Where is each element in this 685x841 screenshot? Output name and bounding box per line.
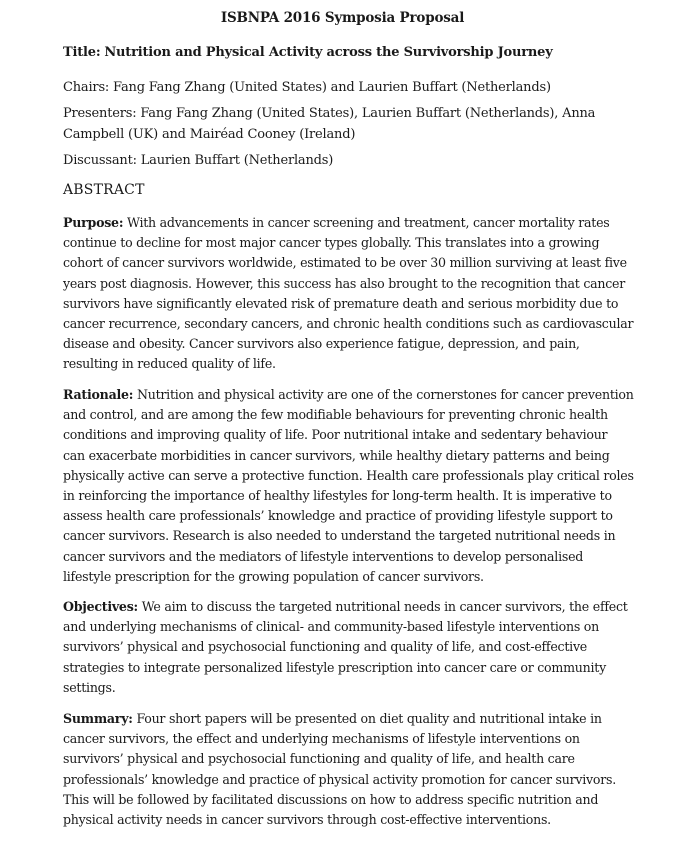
objectives-line: strategies to integrate personalized lifestyle prescription into cancer care or community [63,659,606,675]
rationale-paragraph [63,385,643,587]
discussant-field [63,150,643,171]
rationale-line: physically active can serve a protective function. Health care professionals play critical roles [63,467,634,483]
purpose-line: resulting in reduced quality of life. [63,356,276,372]
chairs-value: Fang Fang Zhang (United States) and Laurien Buffart (Netherlands) [113,80,551,95]
document-title: ISBNPA 2016 Symposia Proposal [220,10,465,26]
summary-line: survivors’ physical and psychosocial functioning and quality of life, and health care [63,751,575,767]
rationale-line: can exacerbate morbidities in cancer survivors, while healthy dietary patterns and being [63,447,610,463]
objectives-paragraph [63,597,643,698]
purpose-line: cohort of cancer survivors worldwide, estimated to be over 30 million surviving at least five [63,255,627,271]
purpose-paragraph [63,213,643,375]
rationale-line: cancer survivors. Research is also needed to understand the targeted nutritional needs in [63,528,616,544]
purpose-line: continue to decline for most major cancer types globally. This translates into a growing [63,235,600,251]
rationale-line: and control, and are among the few modifiable behaviours for preventing chronic health [63,407,608,423]
summary-line: physical activity needs in cancer survivors through cost-effective interventions. [63,812,551,828]
discussant-value: Laurien Buffart (Netherlands) [140,153,334,168]
summary-text: Four short papers will be presented on diet quality and nutritional intake in [136,711,602,726]
rationale-line [63,385,643,405]
proposal-title [63,42,643,63]
purpose-line: cancer recurrence, secondary cancers, and chronic health conditions such as cardiovascular [63,316,634,332]
rationale-label: Rationale: [63,387,134,402]
rationale-line: conditions and improving quality of life. Poor nutritional intake and sedentary behaviour [63,427,608,443]
purpose-line: years post diagnosis. However, this success has also brought to the recognition that cancer [63,275,626,291]
discussant-label: Discussant: [63,153,137,168]
summary-line [63,709,643,729]
objectives-label: Objectives: [63,599,138,614]
rationale-line: assess health care professionals’ knowledge and practice of providing lifestyle support to [63,508,613,524]
objectives-line: and underlying mechanisms of clinical- and community-based lifestyle interventions on [63,619,599,635]
rationale-line: cancer survivors and the mediators of lifestyle interventions to develop personalised [63,548,584,564]
presenters-line-1: Fang Fang Zhang (United States), Laurien Buffart (Netherlands), Anna [140,106,596,121]
purpose-line [63,213,643,233]
presenters-line-2: Campbell (UK) and Mairéad Cooney (Ireland) [63,127,356,142]
summary-paragraph [63,709,643,830]
summary-line: professionals’ knowledge and practice of physical activity promotion for cancer survivors. [63,771,616,787]
summary-line: This will be followed by facilitated discussions on how to address specific nutrition and [63,791,599,807]
summary-label: Summary: [63,711,133,726]
purpose-text: With advancements in cancer screening and treatment, cancer mortality rates [126,215,610,230]
objectives-text: We aim to discuss the targeted nutritional needs in cancer survivors, the effect [141,599,628,614]
title-value: Nutrition and Physical Activity across the Survivorship Journey [104,45,553,60]
presenters-field [63,103,643,145]
purpose-line: survivors have significantly elevated risk of premature death and serious morbidity due to [63,295,619,311]
title-label: Title: [63,45,101,60]
purpose-label: Purpose: [63,215,124,230]
presenters-label: Presenters: [63,106,137,121]
purpose-line: disease and obesity. Cancer survivors also experience fatigue, depression, and pain, [63,336,580,352]
abstract-heading: ABSTRACT [63,182,145,198]
objectives-line: survivors’ physical and psychosocial functioning and quality of life, and cost-effective [63,639,588,655]
chairs-field [63,77,643,98]
rationale-line: lifestyle prescription for the growing population of cancer survivors. [63,568,484,584]
rationale-text: Nutrition and physical activity are one of the cornerstones for cancer prevention [136,387,634,402]
objectives-line [63,597,643,617]
rationale-line: in reinforcing the importance of healthy lifestyles for long-term health. It is imperative to [63,488,612,504]
summary-line: cancer survivors, the effect and underlying mechanisms of lifestyle interventions on [63,731,580,747]
objectives-line: settings. [63,679,116,695]
chairs-label: Chairs: [63,80,110,95]
